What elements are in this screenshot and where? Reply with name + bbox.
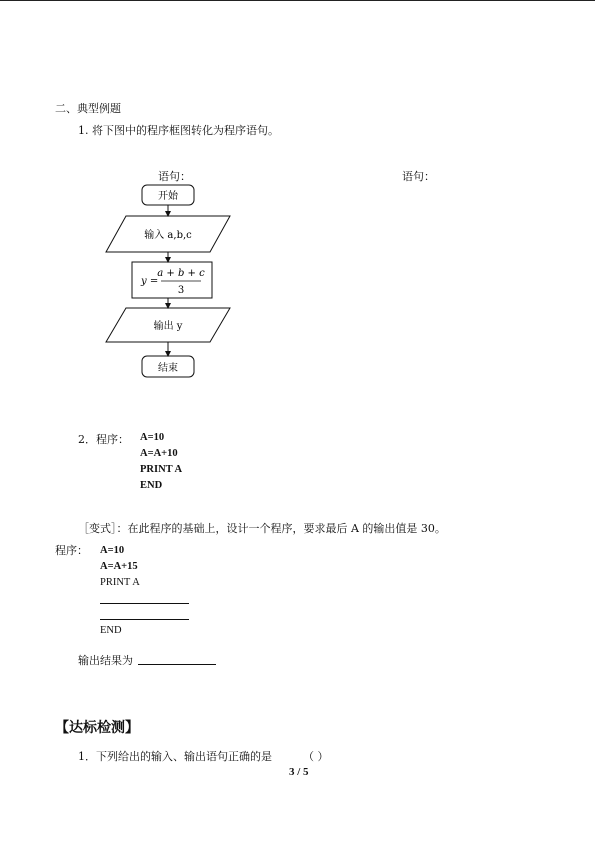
formula-numerator: a + b + c [157,268,205,279]
statement-label-right: 语句： [402,170,435,183]
variant-program-label: 程序： [55,544,88,557]
result-blank[interactable] [138,664,216,665]
program-line-4: END [140,480,163,491]
program-line-2: A=A+10 [140,448,178,459]
check-heading: 【达标检测】 [55,720,139,736]
check-answer-paren: （ ） [303,750,329,763]
statement-label-left: 语句： [158,170,191,183]
flow-output-text: 输出 y [153,321,183,332]
variant-end: END [100,625,122,636]
variant-line-3: PRINT A [100,577,140,588]
flow-input-text: 输入 a,b,c [144,230,192,241]
program-line-3: PRINT A [140,464,183,475]
program-label: 2．程序： [78,433,129,446]
flowchart [100,180,240,385]
blank-line-1[interactable] [100,603,189,604]
result-label: 输出结果为 [78,654,133,667]
check-question-1: 1．下列给出的输入、输出语句正确的是 [78,750,272,763]
formula-denominator: 3 [177,285,185,296]
variant-line-1: A=10 [100,545,125,556]
variant-text: ［变式］：在此程序的基础上，设计一个程序，要求最后 A 的输出值是 30。 [78,522,446,535]
section-title: 二、典型例题 [55,102,121,115]
variant-line-2: A=A+15 [100,561,138,572]
blank-line-2[interactable] [100,619,189,620]
question-1: 1. 将下图中的程序框图转化为程序语句。 [78,124,279,137]
flow-start-text: 开始 [158,191,178,202]
page-number: 3 / 5 [289,766,309,778]
top-rule [0,0,595,1]
formula-lhs: y = [141,276,159,287]
flow-end-text: 结束 [158,363,178,374]
program-line-1: A=10 [140,432,165,443]
